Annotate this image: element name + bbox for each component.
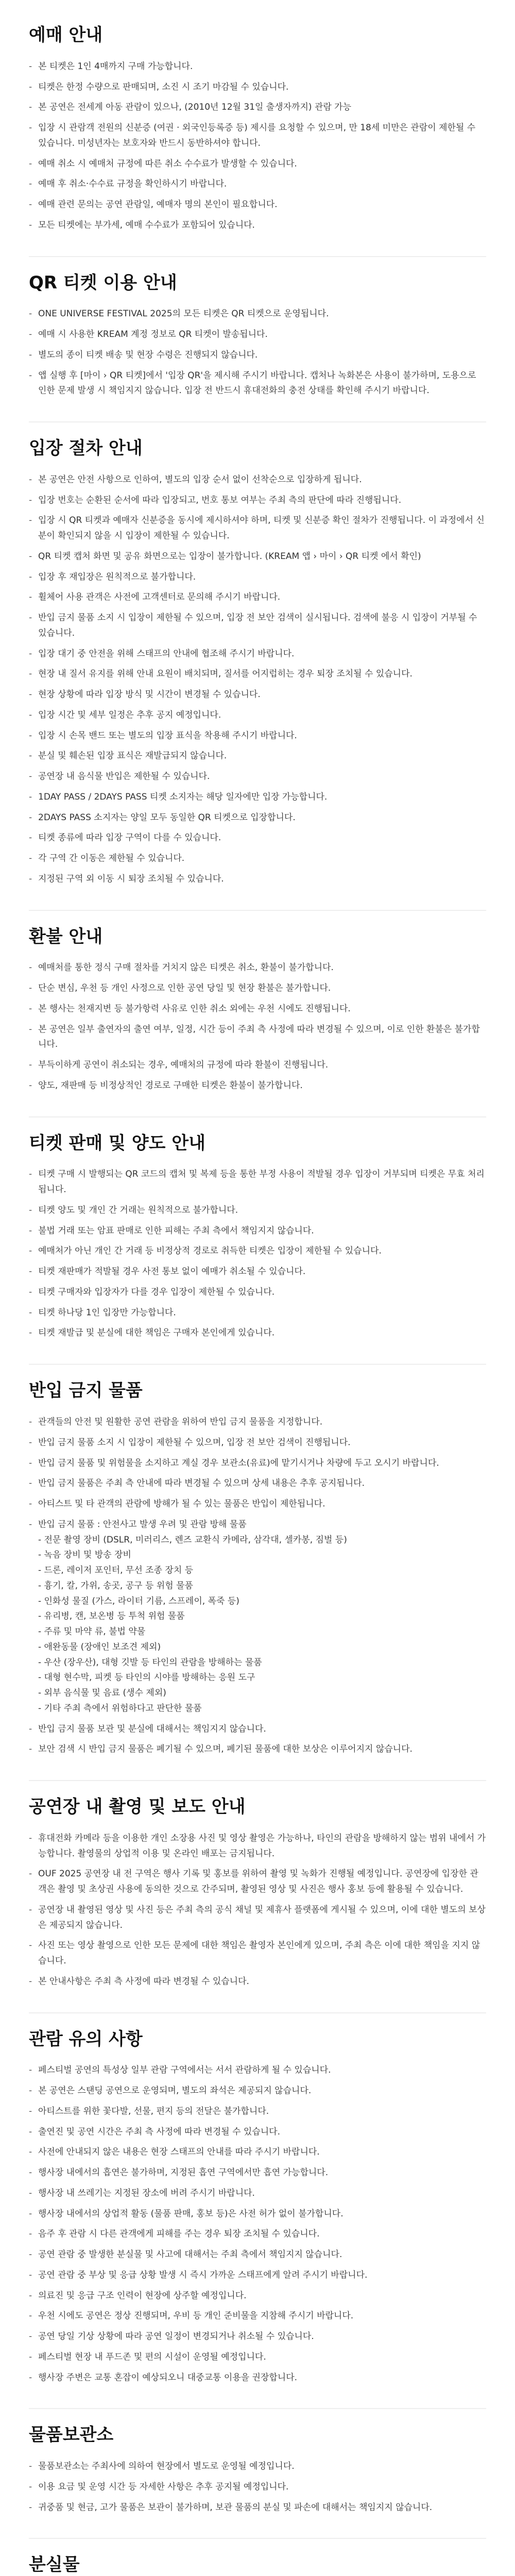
section-title: 물품보관소 [29, 2425, 114, 2446]
notice-item: - 본 티켓은 1인 4매까지 구매 가능합니다. [29, 59, 486, 75]
notice-item: - 입장 시간 및 세부 일정은 추후 공지 예정입니다. [29, 708, 486, 723]
notice-item: - 반입 금지 물품 소지 시 입장이 제한될 수 있으며, 입장 전 보안 검색이 진행됩니다. [29, 1435, 486, 1451]
notice-item: - 본 공연은 전세계 아동 관람이 있으나, (2010년 12월 31일 출생자까지) 관람 가능 [29, 100, 486, 115]
notice-section [29, 1365, 486, 1781]
notice-list [29, 1831, 486, 1990]
notice-item: - 반입 금지 물품 보관 및 분실에 대해서는 책임지지 않습니다. [29, 1722, 486, 1737]
notice-item: - 본 공연은 일부 출연자의 출연 여부, 일정, 시간 등이 주최 측 사정에 따라 변경될 수 있으며, 이로 인한 환불은 불가합니다. [29, 1022, 486, 1053]
notice-item: - 티켓 재발급 및 분실에 대한 책임은 구매자 본인에게 있습니다. [29, 1326, 486, 1341]
notice-item: - 예매 시 사용한 KREAM 계정 정보로 QR 티켓이 발송됩니다. [29, 327, 486, 343]
section-title: 공연장 내 촬영 및 보도 안내 [29, 1797, 246, 1818]
section-title: 관람 유의 사항 [29, 2028, 143, 2049]
notice-item: - 예매처를 통한 정식 구매 절차를 거치지 않은 티켓은 취소, 환불이 불가합니다. [29, 960, 486, 976]
notice-item: - 반입 금지 물품은 주최 측 안내에 따라 변경될 수 있으며 상세 내용은 추후 공지됩니다. [29, 1476, 486, 1492]
notice-item: - 공연 당일 기상 상황에 따라 공연 일정이 변경되거나 취소될 수 있습니다. [29, 2329, 486, 2345]
section-title: 입장 절차 안내 [29, 438, 143, 459]
notice-item: - 입장 시 QR 티켓과 예매자 신분증을 동시에 제시하셔야 하며, 티켓 및 신분증 확인 절차가 진행됩니다. 이 과정에서 신분이 확인되지 않을 시 입장이 제한될 수 있습니다. [29, 513, 486, 544]
notice-item: - 입장 후 재입장은 원칙적으로 불가합니다. [29, 570, 486, 585]
notice-section [29, 1117, 486, 1365]
notice-item: - 아티스트를 위한 꽃다발, 선물, 편지 등의 전달은 불가합니다. [29, 2104, 486, 2120]
section-title: 반입 금지 물품 [29, 1380, 143, 1401]
notice-item: - 현장 내 질서 유지를 위해 안내 요원이 배치되며, 질서를 어지럽히는 경우 퇴장 조치될 수 있습니다. [29, 667, 486, 682]
notice-item: - 공연장 내 음식물 반입은 제한될 수 있습니다. [29, 769, 486, 785]
notice-item: - 입장 시 손목 밴드 또는 별도의 입장 표식을 착용해 주시기 바랍니다. [29, 728, 486, 744]
notice-section [29, 2409, 486, 2539]
notice-item: - 출연진 및 공연 시간은 주최 측 사정에 따라 변경될 수 있습니다. [29, 2125, 486, 2140]
notice-item: - 행사장 내에서의 흡연은 불가하며, 지정된 흡연 구역에서만 흡연 가능합니다. [29, 2165, 486, 2181]
notice-item: - 공연 관람 중 발생한 분실물 및 사고에 대해서는 주최 측에서 책임지지 않습니다. [29, 2247, 486, 2263]
notice-item: - 티켓 양도 및 개인 간 거래는 원칙적으로 불가합니다. [29, 1203, 486, 1218]
notice-item: - 의료진 및 응급 구조 인력이 현장에 상주할 예정입니다. [29, 2289, 486, 2304]
notice-item: - 티켓은 한정 수량으로 판매되며, 소진 시 조기 마감될 수 있습니다. [29, 80, 486, 95]
notice-item: - 티켓 구매자와 입장자가 다를 경우 입장이 제한될 수 있습니다. [29, 1285, 486, 1300]
notice-item: - 공연장 내 촬영된 영상 및 사진 등은 주최 측의 공식 채널 및 제휴사 플랫폼에 게시될 수 있으며, 이에 대한 별도의 보상은 제공되지 않습니다. [29, 1903, 486, 1934]
notice-item: - 모든 티켓에는 부가세, 예매 수수료가 포함되어 있습니다. [29, 218, 486, 233]
notice-section [29, 911, 486, 1117]
notice-item: - 현장 상황에 따라 입장 방식 및 시간이 변경될 수 있습니다. [29, 687, 486, 703]
notice-list [29, 960, 486, 1093]
notice-item: - 휠체어 사용 관객은 사전에 고객센터로 문의해 주시기 바랍니다. [29, 590, 486, 605]
section-title: 분실물 [29, 2554, 80, 2575]
notice-item: - 예매 관련 문의는 공연 관람일, 예매자 명의 본인이 필요합니다. [29, 197, 486, 213]
notice-item: - 우천 시에도 공연은 정상 진행되며, 우비 등 개인 준비물을 지참해 주시기 바랍니다. [29, 2309, 486, 2324]
notice-item: - 불법 거래 또는 암표 판매로 인한 피해는 주최 측에서 책임지지 않습니다. [29, 1224, 486, 1239]
notice-item: - 보안 검색 시 반입 금지 물품은 폐기될 수 있으며, 폐기된 물품에 대한 보상은 이루어지지 않습니다. [29, 1742, 486, 1757]
notice-item: - 티켓 하나당 1인 입장만 가능합니다. [29, 1306, 486, 1321]
notice-item: - 본 공연은 스탠딩 공연으로 운영되며, 별도의 좌석은 제공되지 않습니다. [29, 2083, 486, 2099]
notice-item: - 분실 및 훼손된 입장 표식은 재발급되지 않습니다. [29, 749, 486, 764]
notice-item: - 티켓 종류에 따라 입장 구역이 다를 수 있습니다. [29, 831, 486, 846]
notice-item: - 음주 후 관람 시 다른 관객에게 피해를 주는 경우 퇴장 조치될 수 있습니다. [29, 2227, 486, 2242]
notice-list [29, 1167, 486, 1341]
notice-item: - 예매 후 취소·수수료 규정을 확인하시기 바랍니다. [29, 177, 486, 192]
notice-item: - 페스티벌 현장 내 푸드존 및 편의 시설이 운영될 예정입니다. [29, 2350, 486, 2365]
notice-list [29, 472, 486, 887]
notice-item: - 단순 변심, 우천 등 개인 사정으로 인한 공연 당일 및 현장 환불은 불가합니다. [29, 981, 486, 996]
notice-item: - 물품보관소는 주최사에 의하여 현장에서 별도로 운영될 예정입니다. [29, 2459, 486, 2475]
notice-section [29, 257, 486, 423]
notice-item: - 행사장 내 쓰레기는 지정된 장소에 버려 주시기 바랍니다. [29, 2186, 486, 2201]
notice-section [29, 2013, 486, 2410]
notice-item: - 각 구역 간 이동은 제한될 수 있습니다. [29, 851, 486, 867]
notice-item: - 이용 요금 및 운영 시간 등 자세한 사항은 추후 공지될 예정입니다. [29, 2480, 486, 2495]
notice-item: - 앱 실행 후 [마이 › QR 티켓]에서 '입장 QR'을 제시해 주시기 바랍니다. 캡처나 녹화본은 사용이 불가하며, 도용으로 인한 문제 발생 시 책임지지 않습니다. 입장 전 반드시 휴대전화의 충전 상태를 확인해 주시기 바랍니다. [29, 368, 486, 399]
notice-item: - 반입 금지 물품 소지 시 입장이 제한될 수 있으며, 입장 전 보안 검색이 실시됩니다. 검색에 불응 시 입장이 거부될 수 있습니다. [29, 611, 486, 641]
notice-item: - 티켓 구매 시 발행되는 QR 코드의 캡처 및 복제 등을 통한 부정 사용이 적발될 경우 입장이 거부되며 티켓은 무효 처리됩니다. [29, 1167, 486, 1198]
notice-list [29, 1415, 486, 1757]
notice-item: - 부득이하게 공연이 취소되는 경우, 예매처의 규정에 따라 환불이 진행됩니다. [29, 1058, 486, 1073]
notice-item: - 지정된 구역 외 이동 시 퇴장 조치될 수 있습니다. [29, 872, 486, 887]
notice-item: - 본 공연은 안전 사항으로 인하여, 별도의 입장 순서 없이 선착순으로 입장하게 됩니다. [29, 472, 486, 488]
notice-item: - OUF 2025 공연장 내 전 구역은 행사 기록 및 홍보를 위하여 촬영 및 녹화가 진행될 예정입니다. 공연장에 입장한 관객은 촬영 및 초상권 사용에 동의한 것으로 간주되며, 촬영된 영상 및 사진은 행사 홍보 등에 활용될 수 있습니다. [29, 1867, 486, 1897]
section-title: 티켓 판매 및 양도 안내 [29, 1132, 205, 1154]
notice-item: - 행사장 내에서의 상업적 활동 (물품 판매, 홍보 등)은 사전 허가 없이 불가합니다. [29, 2207, 486, 2222]
notice-list [29, 2459, 486, 2515]
notice-item: - 본 안내사항은 주최 측 사정에 따라 변경될 수 있습니다. [29, 1974, 486, 1990]
notice-item: - 티켓 재판매가 적발될 경우 사전 통보 없이 예매가 취소될 수 있습니다. [29, 1264, 486, 1280]
notice-item: - 휴대전화 카메라 등을 이용한 개인 소장용 사진 및 영상 촬영은 가능하나, 타인의 관람을 방해하지 않는 범위 내에서 가능합니다. 촬영물의 상업적 이용 및 온라인 배포는 금지됩니다. [29, 1831, 486, 1862]
notice-section [29, 2539, 486, 2576]
notice-item: - 반입 금지 물품 및 위험물을 소지하고 계실 경우 보관소(유료)에 맡기시거나 차량에 두고 오시기 바랍니다. [29, 1456, 486, 1471]
notice-list [29, 59, 486, 233]
notice-section [29, 1781, 486, 2013]
notice-item: - 입장 시 관람객 전원의 신분증 (여권 · 외국인등록증 등) 제시를 요청할 수 있으며, 만 18세 미만은 관람이 제한될 수 있습니다. 미성년자는 보호자와 반드시 동반하셔야 합니다. [29, 121, 486, 151]
section-title: 예매 안내 [29, 25, 103, 45]
section-title: QR 티켓 이용 안내 [29, 272, 177, 293]
notice-list [29, 2063, 486, 2385]
notice-item: - 입장 번호는 순환된 순서에 따라 입장되고, 번호 통보 여부는 주최 측의 판단에 따라 진행됩니다. [29, 493, 486, 509]
notice-item: - 공연 관람 중 부상 및 응급 상황 발생 시 즉시 가까운 스태프에게 알려 주시기 바랍니다. [29, 2268, 486, 2283]
notice-item: - 입장 대기 중 안전을 위해 스태프의 안내에 협조해 주시기 바랍니다. [29, 647, 486, 662]
notice-item: - 반입 금지 물품 : 안전사고 발생 우려 및 관람 방해 물품 - 전문 촬영 장비 (DSLR, 미러리스, 렌즈 교환식 카메라, 삼각대, 셀카봉, 짐벌 등) - 녹음 장비 및 방송 장비 - 드론, 레이저 포인터, 무선 조종 장치 등 - 흉기, 칼, 가위, 송곳, 공구 등 위험 물품 - 인화성 물질 (가스, 라이터 기름, 스프레이, 폭죽 등) - 유리병, 캔, 보온병 등 투척 위험 물품 - 주류 및 마약 류, 불법 약물 - 애완동물 (장애인 보조견 제외) - 우산 (장우산), 대형 깃발 등 타인의 관람을 방해하는 물품 - 대형 현수막, 피켓 등 타인의 시야를 방해하는 응원 도구 - 외부 음식물 및 음료 (생수 제외) - 기타 주최 측에서 위험하다고 판단한 물품 [29, 1517, 486, 1717]
notice-item: - 별도의 종이 티켓 배송 및 현장 수령은 진행되지 않습니다. [29, 348, 486, 363]
notice-item: - 아티스트 및 타 관객의 관람에 방해가 될 수 있는 물품은 반입이 제한됩니다. [29, 1497, 486, 1512]
notice-item: - ONE UNIVERSE FESTIVAL 2025의 모든 티켓은 QR 티켓으로 운영됩니다. [29, 307, 486, 322]
notice-section [29, 25, 486, 257]
notice-item: - 예매 취소 시 예매처 규정에 따른 취소 수수료가 발생할 수 있습니다. [29, 157, 486, 172]
notice-section [29, 422, 486, 911]
notice-item: - 2DAYS PASS 소지자는 양일 모두 동일한 QR 티켓으로 입장합니다. [29, 810, 486, 826]
notice-item: - QR 티켓 캡처 화면 및 공유 화면으로는 입장이 불가합니다. (KREAM 앱 › 마이 › QR 티켓 에서 확인) [29, 549, 486, 565]
notice-item: - 예매처가 아닌 개인 간 거래 등 비정상적 경로로 취득한 티켓은 입장이 제한될 수 있습니다. [29, 1244, 486, 1259]
notice-item: - 귀중품 및 현금, 고가 물품은 보관이 불가하며, 보관 물품의 분실 및 파손에 대해서는 책임지지 않습니다. [29, 2500, 486, 2516]
notice-item: - 행사장 주변은 교통 혼잡이 예상되오니 대중교통 이용을 권장합니다. [29, 2370, 486, 2386]
notice-item: - 양도, 재판매 등 비정상적인 경로로 구매한 티켓은 환불이 불가합니다. [29, 1078, 486, 1094]
notice-item: - 본 행사는 천재지변 등 불가항력 사유로 인한 취소 외에는 우천 시에도 진행됩니다. [29, 1002, 486, 1017]
notice-item: - 사전에 안내되지 않은 내용은 현장 스태프의 안내를 따라 주시기 바랍니다. [29, 2145, 486, 2160]
notice-item: - 1DAY PASS / 2DAYS PASS 티켓 소지자는 해당 일자에만 입장 가능합니다. [29, 790, 486, 805]
section-title: 환불 안내 [29, 926, 103, 947]
notice-item: - 관객들의 안전 및 원활한 공연 관람을 위하여 반입 금지 물품을 지정합니다. [29, 1415, 486, 1430]
notice-list [29, 307, 486, 399]
notice-item: - 사진 또는 영상 촬영으로 인한 모든 문제에 대한 책임은 촬영자 본인에게 있으며, 주최 측은 이에 대한 책임을 지지 않습니다. [29, 1938, 486, 1969]
notice-item: - 페스티벌 공연의 특성상 일부 관람 구역에서는 서서 관람하게 될 수 있습니다. [29, 2063, 486, 2078]
